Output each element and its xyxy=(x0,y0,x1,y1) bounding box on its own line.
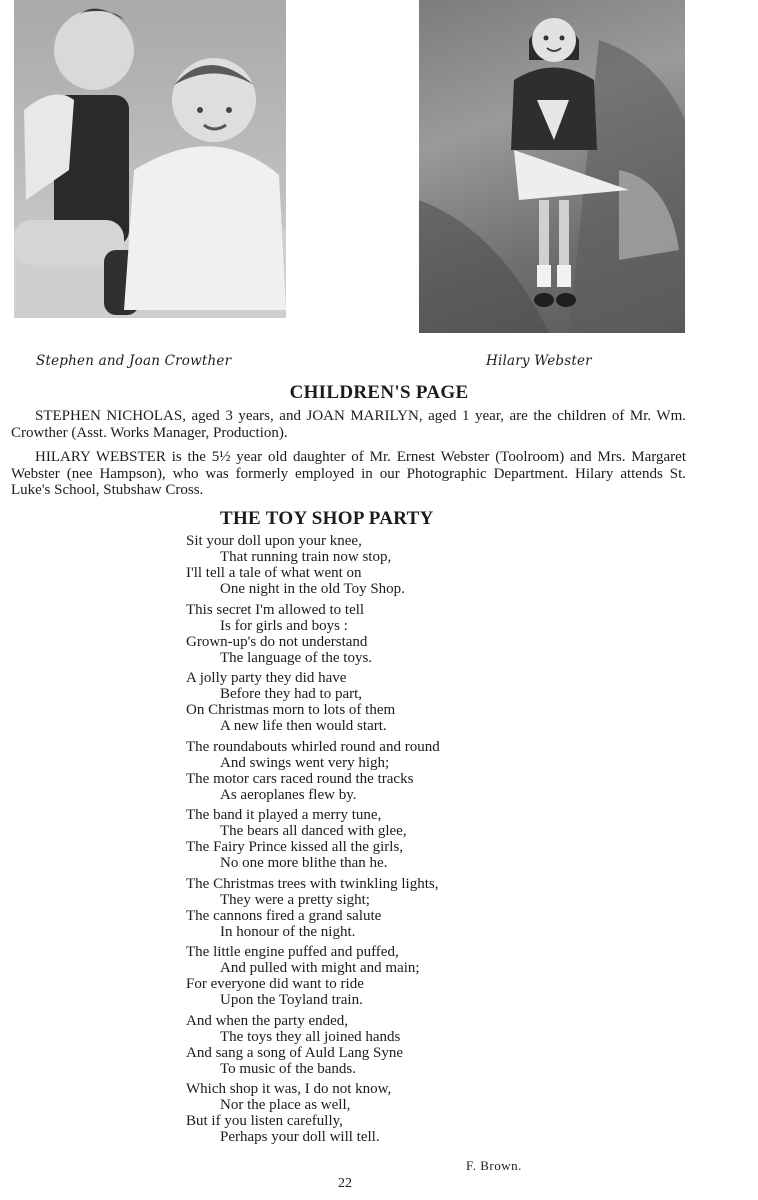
poem-stanza xyxy=(186,602,440,666)
poem-line: Which shop it was, I do not know, xyxy=(186,1081,392,1097)
photo-stephen-and-joan xyxy=(14,0,286,318)
poem-line: For everyone did want to ride xyxy=(186,976,364,992)
poem-line: A jolly party they did have xyxy=(186,670,347,686)
poem-line: Before they had to part, xyxy=(220,686,363,702)
photo-hilary-webster-image xyxy=(419,0,685,333)
poem-line: In honour of the night. xyxy=(220,923,356,940)
poem-line: That running train now stop, xyxy=(220,549,392,565)
poem-line: This secret I'm allowed to tell xyxy=(186,601,365,618)
paragraph-crowther-children: STEPHEN NICHOLAS, aged 3 years, and JOAN MARILYN, aged 1 year, are the children of Mr. Wm. Crowther (Asst. Works Manager, Production). xyxy=(11,408,686,441)
poem-line: A new life then would start. xyxy=(220,718,387,734)
poem-line: The language of the toys. xyxy=(220,649,373,666)
childrens-page-heading: CHILDREN'S PAGE xyxy=(289,382,469,403)
poem-stanza xyxy=(186,533,440,597)
poem-line: On Christmas morn to lots of them xyxy=(186,702,396,718)
poem-line: Is for girls and boys : xyxy=(220,617,348,634)
poem-stanza xyxy=(186,876,440,940)
poem-line: And when the party ended, xyxy=(186,1012,349,1029)
poem-line: The toys they all joined hands xyxy=(220,1028,401,1045)
poem-line: The motor cars raced round the tracks xyxy=(186,770,414,787)
poem-line: One night in the old Toy Shop. xyxy=(220,581,405,597)
caption-stephen-and-joan: Stephen and Joan Crowther xyxy=(36,353,232,369)
poem-line: The Christmas trees with twinkling lights, xyxy=(186,875,439,892)
page-number: 22 xyxy=(338,1176,352,1191)
poem-line: And sang a song of Auld Lang Syne xyxy=(186,1044,404,1061)
poem-line: The band it played a merry tune, xyxy=(186,807,382,823)
poem-line: Upon the Toyland train. xyxy=(220,992,363,1008)
poem-line: Grown-up's do not understand xyxy=(186,633,368,650)
poem-line: And pulled with might and main; xyxy=(220,960,420,976)
poem-stanza xyxy=(186,670,440,734)
poem-line: And swings went very high; xyxy=(220,754,390,771)
poem-line: To music of the bands. xyxy=(220,1060,357,1077)
poem-body xyxy=(186,533,440,1150)
poem-author: F. Brown. xyxy=(466,1158,522,1173)
poem-stanza xyxy=(186,1013,440,1077)
poem-line: Nor the place as well, xyxy=(220,1097,351,1113)
poem-line: The cannons fired a grand salute xyxy=(186,907,382,924)
poem-line: I'll tell a tale of what went on xyxy=(186,565,362,581)
poem-line: But if you listen carefully, xyxy=(186,1113,343,1129)
poem-line: As aeroplanes flew by. xyxy=(220,786,357,803)
poem-stanza xyxy=(186,944,440,1008)
poem-stanza xyxy=(186,807,440,871)
poem-stanza xyxy=(186,1081,440,1145)
poem-line: Perhaps your doll will tell. xyxy=(220,1129,380,1145)
poem-line: The little engine puffed and puffed, xyxy=(186,944,399,960)
poem-line: The bears all danced with glee, xyxy=(220,823,407,839)
paragraph-hilary-webster: HILARY WEBSTER is the 5½ year old daughter of Mr. Ernest Webster (Toolroom) and Mrs. Margaret Webster (nee Hampson), who was formerly employed in our Photographic Department. Hilary attends St. Luke's School, Stubshaw Cross. xyxy=(11,449,686,498)
photo-hilary-webster xyxy=(419,0,685,333)
poem-line: Sit your doll upon your knee, xyxy=(186,533,362,549)
caption-hilary-webster: Hilary Webster xyxy=(486,353,592,369)
poem-stanza xyxy=(186,739,440,803)
poem-line: They were a pretty sight; xyxy=(220,891,370,908)
poem-line: No one more blithe than he. xyxy=(220,855,388,871)
poem-line: The Fairy Prince kissed all the girls, xyxy=(186,839,404,855)
poem-line: The roundabouts whirled round and round xyxy=(186,738,440,755)
photo-stephen-and-joan-image xyxy=(14,0,286,318)
poem-title: THE TOY SHOP PARTY xyxy=(220,508,434,529)
